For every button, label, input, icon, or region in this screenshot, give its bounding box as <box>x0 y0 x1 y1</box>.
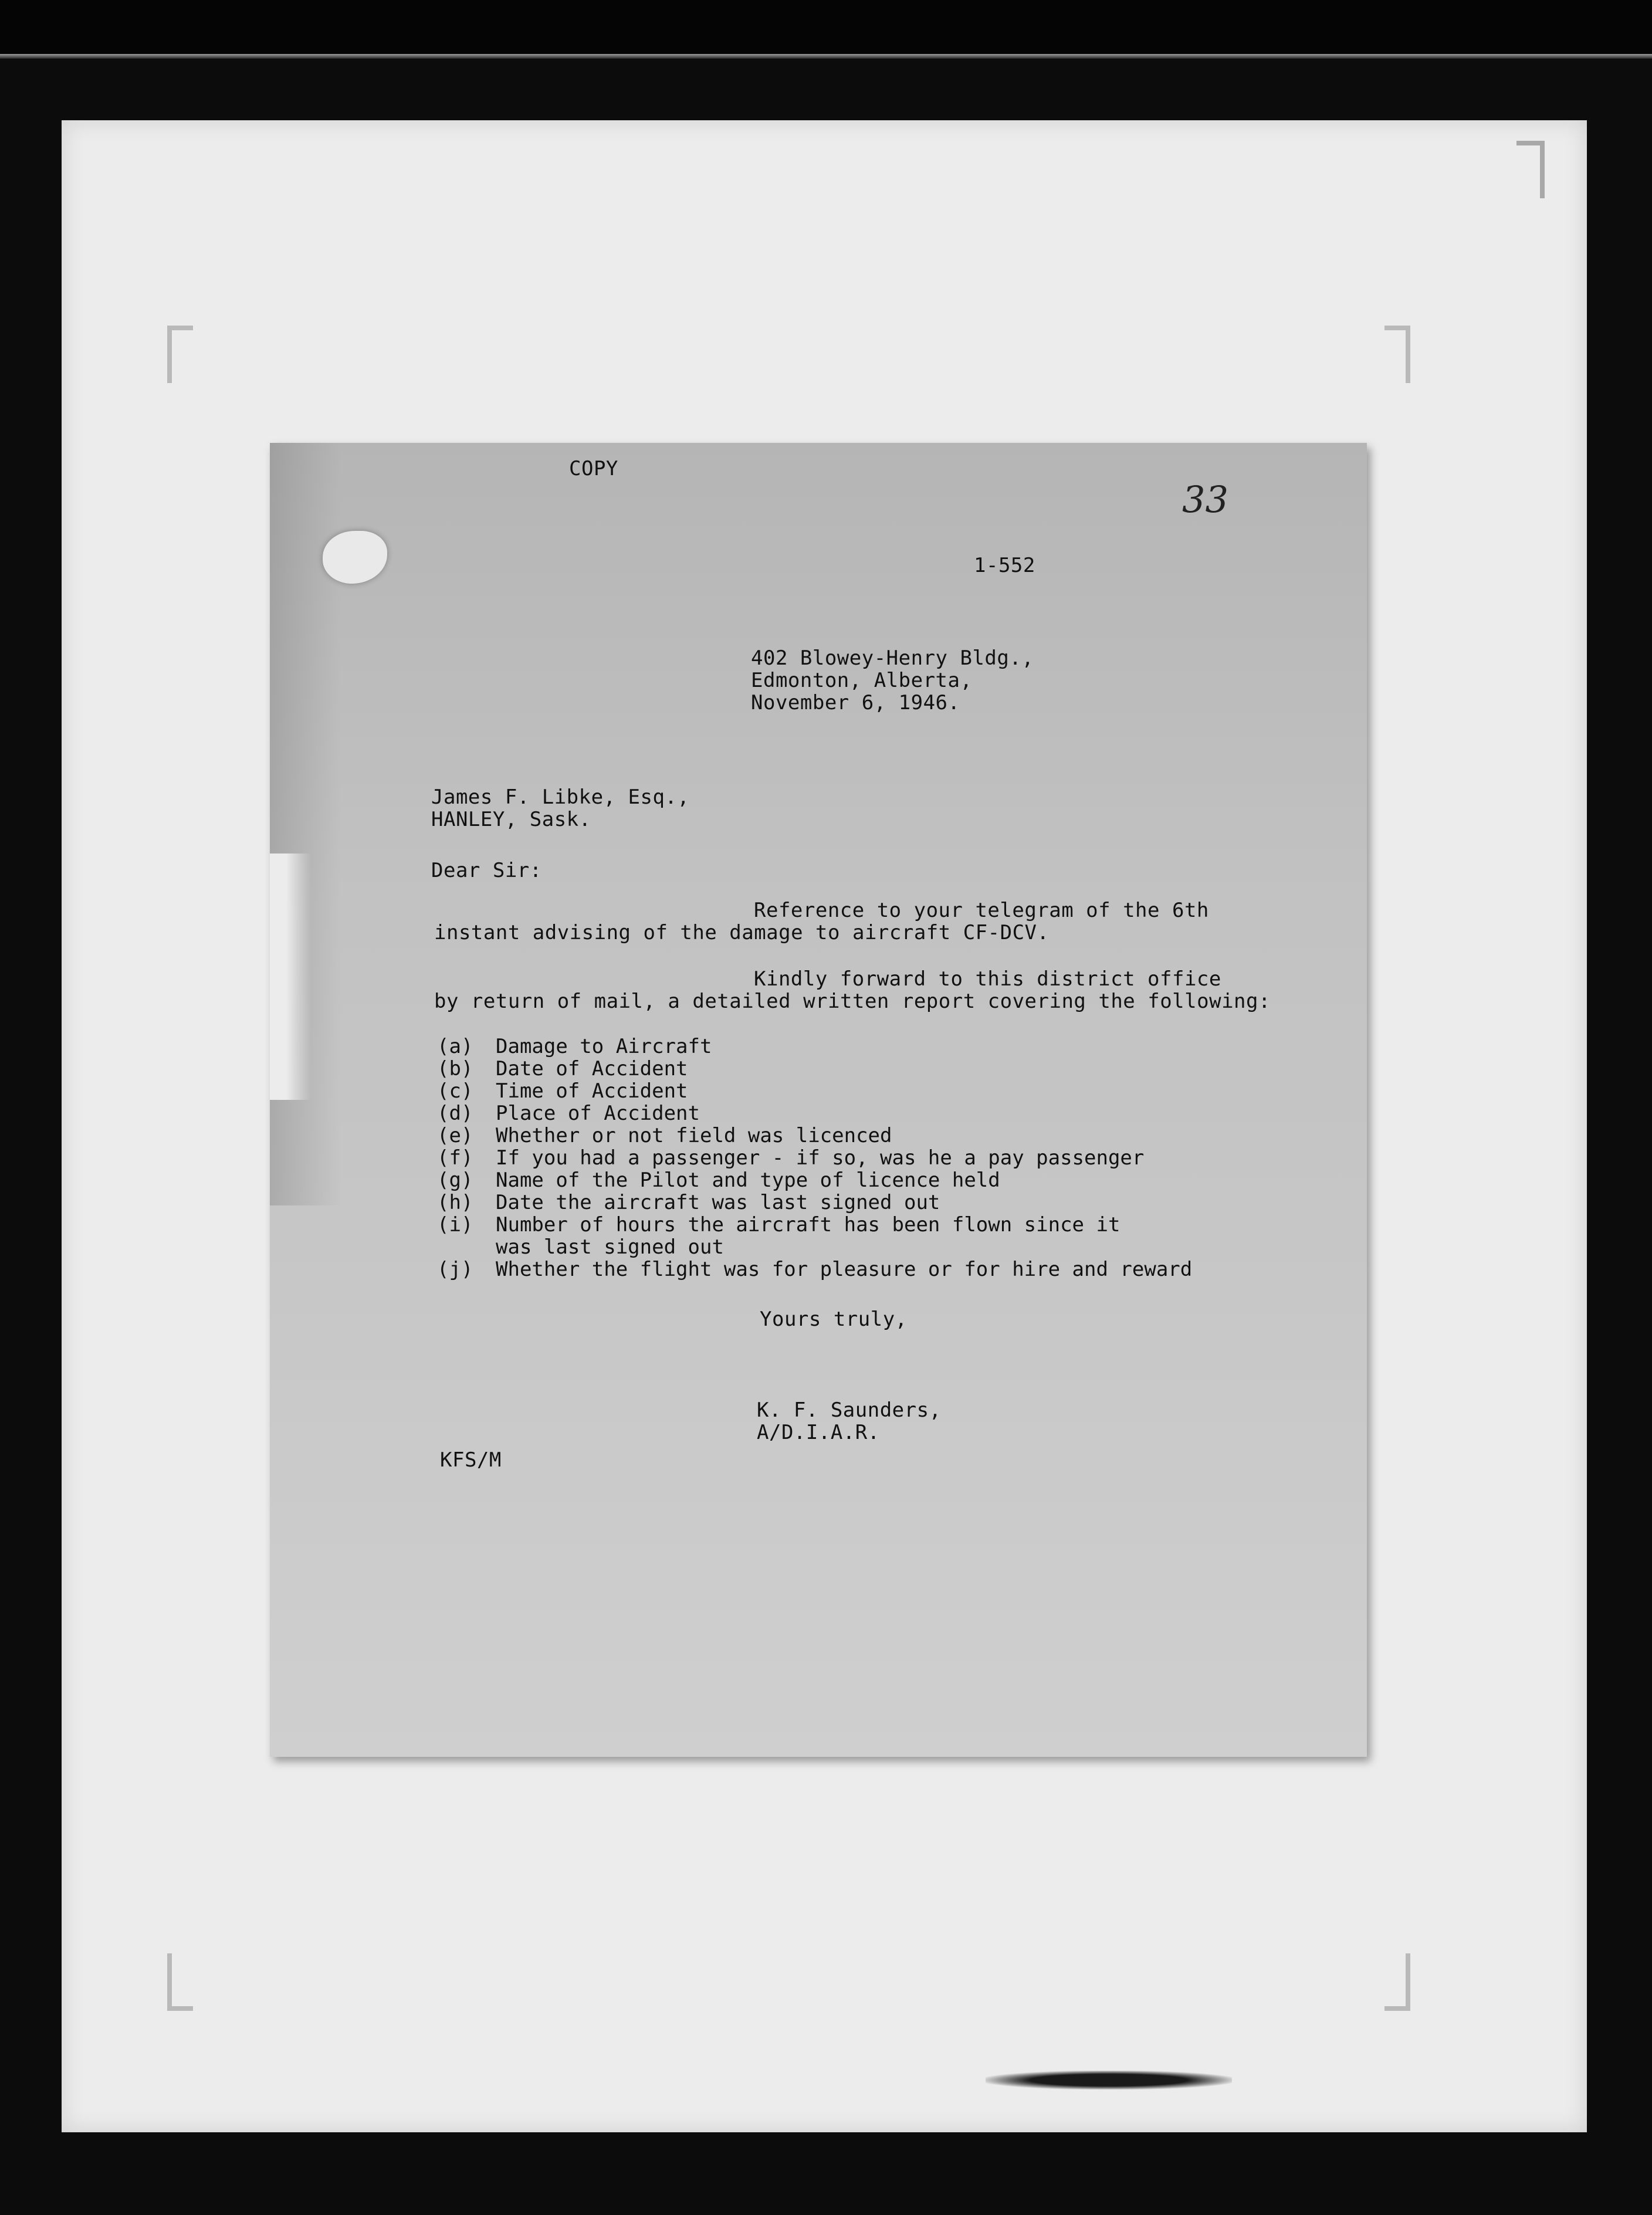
item-text: Place of Accident <box>496 1102 700 1125</box>
signer-name: K. F. Saunders, <box>757 1398 942 1422</box>
item-text: Number of hours the aircraft has been flown since it was last signed out <box>496 1213 1120 1259</box>
crop-mark-bottom-left <box>167 1953 193 2011</box>
film-top-band <box>0 0 1652 56</box>
item-label: (e) <box>437 1124 473 1147</box>
paper-tear-top <box>323 531 387 584</box>
paper-tear-left-edge <box>270 854 311 1100</box>
paragraph2-line2: by return of mail, a detailed written report covering the following: <box>434 990 1271 1013</box>
item-text: Date of Accident <box>496 1057 688 1081</box>
item-label: (h) <box>437 1191 473 1214</box>
letter-date: November 6, 1946. <box>751 691 960 714</box>
recipient-location: HANLEY, Sask. <box>431 808 591 831</box>
typist-initials: KFS/M <box>440 1448 502 1472</box>
paragraph1-line2: instant advising of the damage to aircraft CF-DCV. <box>434 921 1050 944</box>
item-label: (f) <box>437 1146 473 1170</box>
item-text: Whether or not field was licenced <box>496 1124 892 1147</box>
paragraph1-line1: Reference to your telegram of the 6th <box>754 899 1209 922</box>
film-smudge <box>986 2071 1232 2089</box>
salutation: Dear Sir: <box>431 859 542 882</box>
copy-label: COPY <box>569 457 618 480</box>
paragraph2-line1: Kindly forward to this district office <box>754 967 1221 991</box>
crop-mark-top-left <box>167 326 193 383</box>
item-label: (a) <box>437 1035 473 1058</box>
recipient-name: James F. Libke, Esq., <box>431 785 690 809</box>
closing: Yours truly, <box>760 1308 908 1331</box>
page-number-annotation: 33 <box>1182 478 1228 521</box>
mount-corner-mark <box>1516 141 1545 198</box>
item-label: (c) <box>437 1079 473 1103</box>
item-label: (g) <box>437 1169 473 1192</box>
file-number: 1-552 <box>974 554 1035 577</box>
item-label: (j) <box>437 1258 473 1281</box>
item-text: Time of Accident <box>496 1079 688 1103</box>
film-edge-strip <box>0 54 1652 59</box>
item-text: Name of the Pilot and type of licence held <box>496 1169 1000 1192</box>
address-line-1: 402 Blowey-Henry Bldg., <box>751 646 1034 670</box>
item-text: Damage to Aircraft <box>496 1035 712 1058</box>
signer-title: A/D.I.A.R. <box>757 1421 880 1444</box>
item-text: Whether the flight was for pleasure or for hire and reward <box>496 1258 1193 1281</box>
item-label: (b) <box>437 1057 473 1081</box>
address-line-2: Edmonton, Alberta, <box>751 669 973 692</box>
item-text: If you had a passenger - if so, was he a pay passenger <box>496 1146 1145 1170</box>
item-text: Date the aircraft was last signed out <box>496 1191 940 1214</box>
crop-mark-bottom-right <box>1384 1953 1410 2011</box>
item-label: (d) <box>437 1102 473 1125</box>
crop-mark-top-right <box>1384 326 1410 383</box>
item-label: (i) <box>437 1213 473 1237</box>
letter-page <box>270 443 1367 1757</box>
